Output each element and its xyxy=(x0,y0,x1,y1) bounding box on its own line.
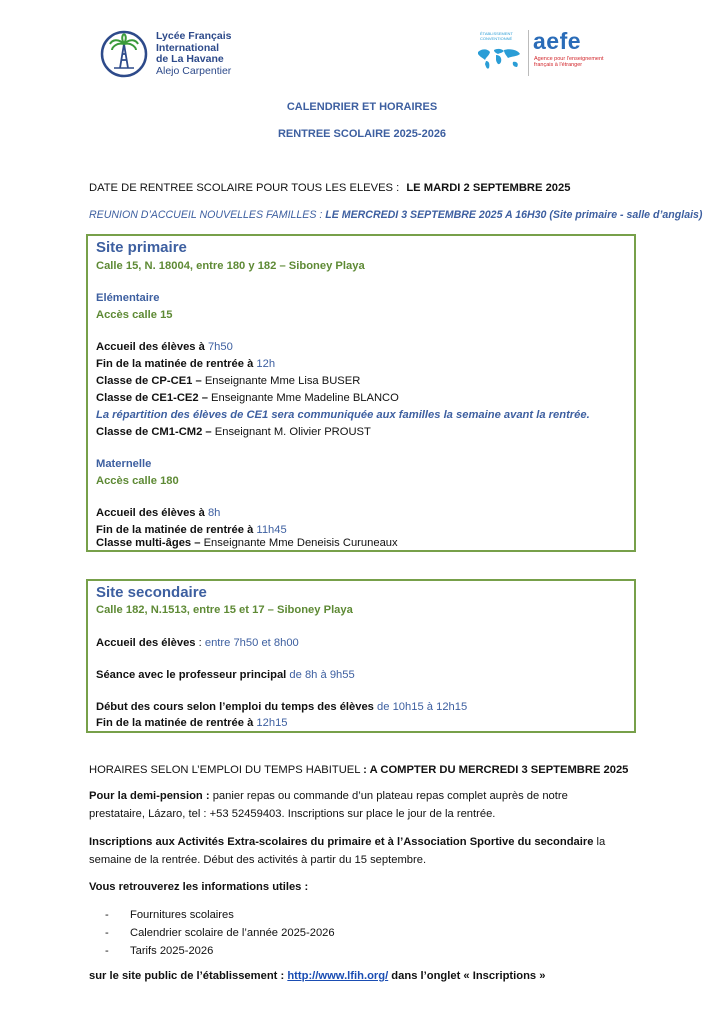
maternelle-fin-label: Fin de la matinée de rentrée à xyxy=(96,524,257,536)
elementaire-acces: Accès calle 15 xyxy=(96,309,173,321)
infos-title: Vous retrouverez les informations utiles : xyxy=(89,881,309,893)
class-name: Classe multi-âges – xyxy=(96,537,204,549)
demi-pension-line2: prestataire, Lázaro, tel : +53 52459403. Inscriptions sur place le jour de la rentrée. xyxy=(89,808,496,820)
aefe-brand: aefe xyxy=(533,28,582,54)
school-name-line4: Alejo Carpentier xyxy=(156,64,232,77)
secondaire-seance-time: de 8h à 9h55 xyxy=(289,669,355,681)
maternelle-fin xyxy=(96,524,287,536)
reunion-value: LE MERCREDI 3 SEPTEMBRE 2025 A 16H30 (Site primaire - salle d’anglais) xyxy=(325,209,703,221)
inscriptions-text1: la xyxy=(593,836,606,848)
inscriptions-label: Inscriptions aux Activités Extra-scolaires du primaire et à l’Association Sportive du secondaire xyxy=(89,836,594,848)
horaires-label: HORAIRES SELON L’EMPLOI DU TEMPS HABITUEL xyxy=(89,764,364,776)
elementaire-accueil-time: 7h50 xyxy=(207,341,233,353)
infos-list xyxy=(105,906,335,960)
elementaire-fin xyxy=(96,358,275,370)
maternelle-accueil-label: Accueil des élèves à xyxy=(96,507,208,519)
site-public-post: dans l’onglet « Inscriptions » xyxy=(388,970,546,982)
elementaire-fin-time: 12h xyxy=(256,358,276,370)
list-item: - Tarifs 2025-2026 xyxy=(105,942,335,960)
etablissement-label: ÉTABLISSEMENT CONVENTIONNÉ xyxy=(480,31,513,41)
horaires-value: : A COMPTER DU MERCREDI 3 SEPTEMBRE 2025 xyxy=(363,764,629,776)
secondaire-seance-label: Séance avec le professeur principal xyxy=(96,669,290,681)
class-cm1-cm2 xyxy=(96,426,371,438)
secondaire-fin-label: Fin de la matinée de rentrée à xyxy=(96,717,257,729)
maternelle-acces: Accès calle 180 xyxy=(96,475,179,487)
school-name-line3: de La Havane xyxy=(156,53,224,65)
site-public-line xyxy=(89,970,545,982)
site-secondaire-address: Calle 182, N.1513, entre 15 et 17 – Siboney Playa xyxy=(96,604,353,616)
secondaire-debut-time: de 10h15 à 12h15 xyxy=(377,701,468,713)
class-name: Classe de CM1-CM2 – xyxy=(96,426,215,438)
secondaire-seance xyxy=(96,669,355,681)
demi-pension-label: Pour la demi-pension : xyxy=(89,790,213,802)
rentree-label: DATE DE RENTREE SCOLAIRE POUR TOUS LES ELEVES : xyxy=(89,182,403,194)
class-name: Classe de CE1-CE2 – xyxy=(96,392,212,404)
site-secondaire-box xyxy=(86,579,636,733)
maternelle-title: Maternelle xyxy=(96,458,152,470)
elementaire-accueil xyxy=(96,341,233,353)
site-primaire-address: Calle 15, N. 18004, entre 180 y 182 – Siboney Playa xyxy=(96,260,365,272)
secondaire-debut-label: Début des cours selon l’emploi du temps des élèves xyxy=(96,701,378,713)
title-rentree: RENTREE SCOLAIRE 2025-2026 xyxy=(277,128,447,140)
demi-pension-line1 xyxy=(89,790,568,802)
rentree-value: LE MARDI 2 SEPTEMBRE 2025 xyxy=(406,182,571,194)
list-item: - Calendrier scolaire de l’année 2025-2026 xyxy=(105,924,335,942)
title-calendrier: CALENDRIER ET HORAIRES xyxy=(286,101,438,113)
ce1-repartition-note: La répartition des élèves de CE1 sera communiquée aux familles la semaine avant la rentrée. xyxy=(96,409,590,421)
list-item: - Fournitures scolaires xyxy=(105,906,335,924)
class-teacher: Enseignante Mme Deneisis Curuneaux xyxy=(203,537,398,549)
site-primaire-title: Site primaire xyxy=(96,239,187,256)
class-name: Classe de CP-CE1 – xyxy=(96,375,205,387)
secondaire-debut xyxy=(96,701,467,713)
secondaire-accueil-sep: : xyxy=(195,637,205,649)
class-ce1-ce2 xyxy=(96,392,399,404)
secondaire-accueil-label: Accueil des élèves xyxy=(96,637,196,649)
reunion-line xyxy=(89,209,702,221)
elementaire-fin-label: Fin de la matinée de rentrée à xyxy=(96,358,257,370)
class-teacher: Enseignante Mme Lisa BUSER xyxy=(204,375,361,387)
maternelle-accueil xyxy=(96,507,220,519)
demi-pension-text1: panier repas ou commande d’un plateau repas complet auprès de notre xyxy=(212,790,568,802)
site-public-pre: sur le site public de l’établissement : xyxy=(89,970,288,982)
maternelle-fin-time: 11h45 xyxy=(256,524,287,536)
school-name-line1: Lycée Français xyxy=(156,30,232,42)
secondaire-accueil-time: entre 7h50 et 8h00 xyxy=(204,637,299,649)
secondaire-fin-time: 12h15 xyxy=(256,717,288,729)
logo-divider xyxy=(528,30,529,76)
maternelle-accueil-time: 8h xyxy=(207,507,221,519)
inscriptions-line1 xyxy=(89,836,605,848)
horaires-line xyxy=(89,764,628,776)
rentree-date-line xyxy=(89,182,570,194)
class-teacher: Enseignant M. Olivier PROUST xyxy=(214,426,371,438)
lfih-link[interactable]: http://www.lfih.org/ xyxy=(287,970,389,982)
site-secondaire-title: Site secondaire xyxy=(96,584,207,601)
school-name-line2: International xyxy=(156,41,220,54)
class-cp-ce1 xyxy=(96,375,360,387)
world-map-icon xyxy=(476,46,522,72)
elementaire-title: Elémentaire xyxy=(96,292,160,304)
class-multi-ages xyxy=(96,537,398,549)
reunion-label: REUNION D’ACCUEIL NOUVELLES FAMILLES : xyxy=(89,209,326,221)
aefe-logo xyxy=(476,28,606,80)
aefe-agence: Agence pour l'enseignement français à l'étranger xyxy=(534,56,604,68)
inscriptions-line2: semaine de la rentrée. Début des activités à partir du 15 septembre. xyxy=(89,854,427,866)
palm-tree-eiffel-icon xyxy=(100,30,148,78)
school-logo xyxy=(100,28,250,80)
site-primaire-box xyxy=(86,234,636,552)
elementaire-accueil-label: Accueil des élèves à xyxy=(96,341,208,353)
secondaire-fin xyxy=(96,717,288,729)
secondaire-accueil xyxy=(96,637,299,649)
class-teacher: Enseignante Mme Madeline BLANCO xyxy=(211,392,399,404)
